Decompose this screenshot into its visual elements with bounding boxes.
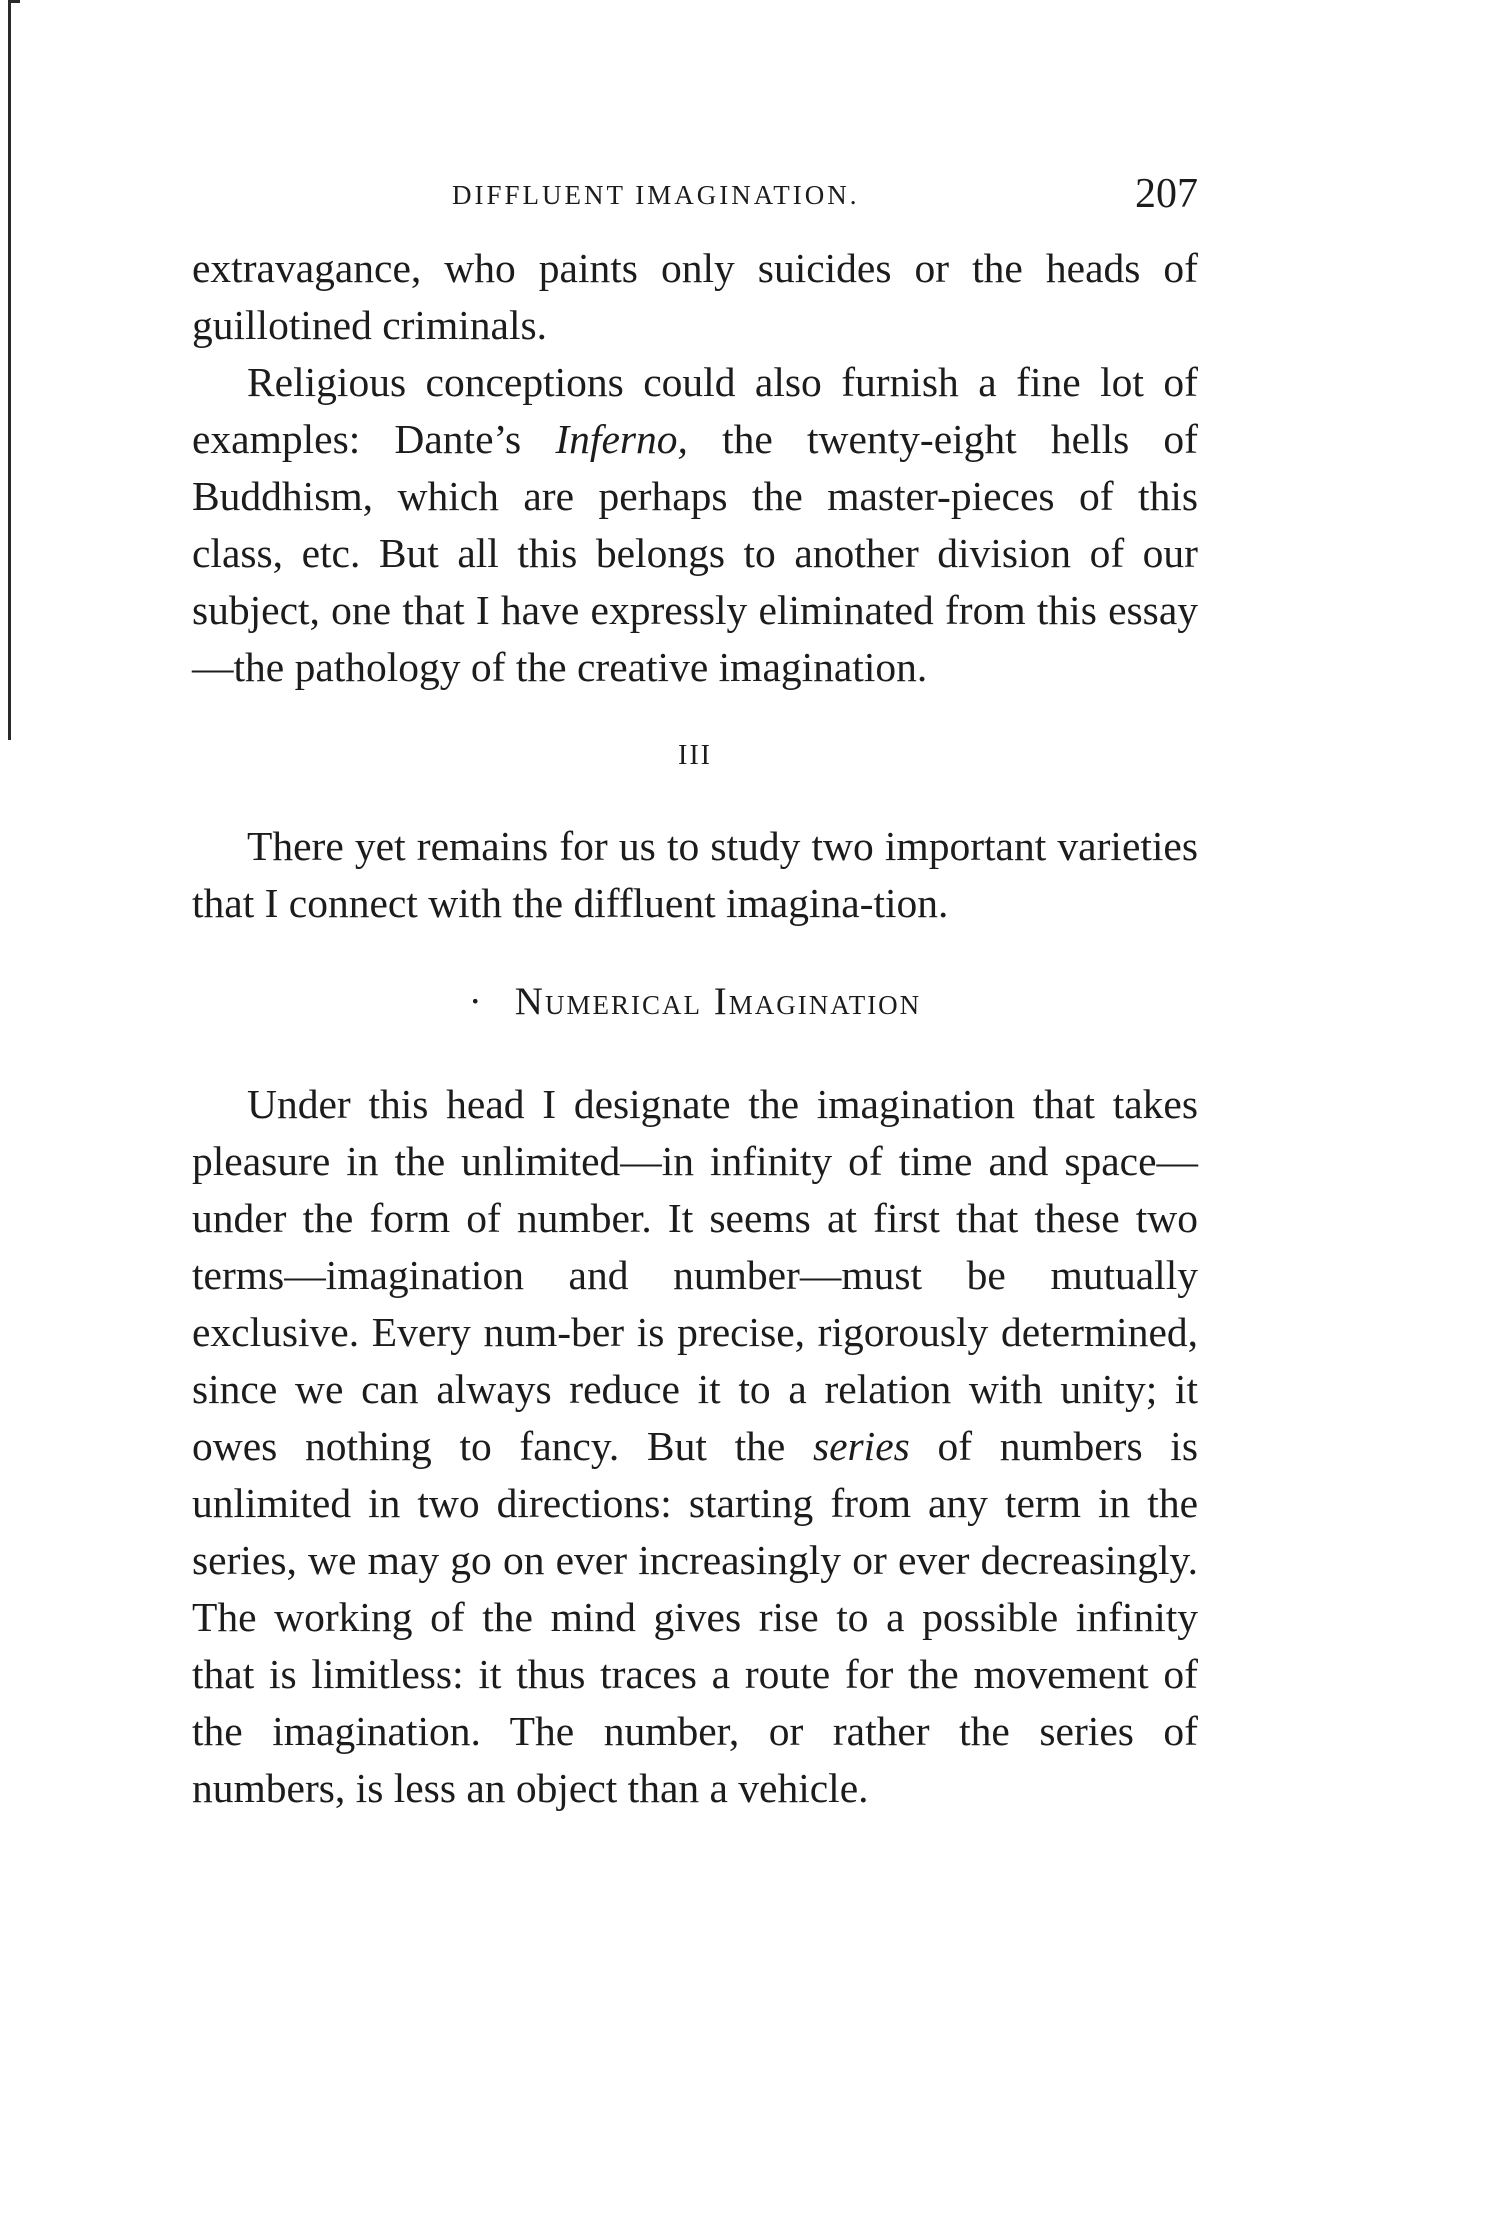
paragraph-text: the twenty-eight hells of Buddhism, which are perhaps the master-pieces of this class, etc. But all this belongs to another division of our subject, one that I have expressly eliminated from this essay—the pathology of the creative imagination. <box>192 416 1198 690</box>
page-number: 207 <box>1135 171 1198 217</box>
paragraph-continued <box>192 240 1198 354</box>
book-page <box>192 170 1198 1817</box>
paragraph-text: There yet remains for us to study two important varieties that I connect with the diffluent imagina-tion. <box>192 823 1198 926</box>
section-subheading <box>192 978 1198 1026</box>
italic-title-inferno: Inferno, <box>555 416 688 462</box>
scan-edge-rule-cap <box>8 0 20 3</box>
stray-mark: · <box>468 980 484 1023</box>
scan-edge-rule <box>8 0 11 740</box>
subheading-text: Numerical Imagination <box>514 980 922 1023</box>
italic-word-series: series <box>812 1423 910 1469</box>
paragraph-text: extravagance, who paints only suicides or the heads of guillotined criminals. <box>192 245 1198 348</box>
paragraph-religious-conceptions <box>192 354 1198 696</box>
paragraph-text: Under this head I designate the imagination that takes pleasure in the unlimited—in infinity of time and space—under the form of number. It seems at first that these two terms—imagination and number—must be mutually exclusive. Every num-ber is precise, rigorously determined, since we can always reduce it to a relation with unity; it owes nothing to fancy. But the <box>192 1081 1198 1469</box>
paragraph-text: Religious conceptions could also furnish a fine lot of examples: Dante’s <box>192 359 1198 462</box>
paragraph-text: of numbers is unlimited in two directions: starting from any term in the series, we may go on ever increasingly or ever decreasingly. The working of the mind gives rise to a possible infinity that is limitless: it thus traces a route for the movement of the imagination. The number, or rather the series of numbers, is less an object than a vehicle. <box>192 1423 1198 1811</box>
paragraph-two-varieties <box>192 818 1198 932</box>
running-head <box>192 170 1198 240</box>
section-number: III <box>678 740 712 771</box>
running-title: DIFFLUENT IMAGINATION. <box>452 180 860 210</box>
paragraph-numerical-imagination <box>192 1076 1198 1817</box>
